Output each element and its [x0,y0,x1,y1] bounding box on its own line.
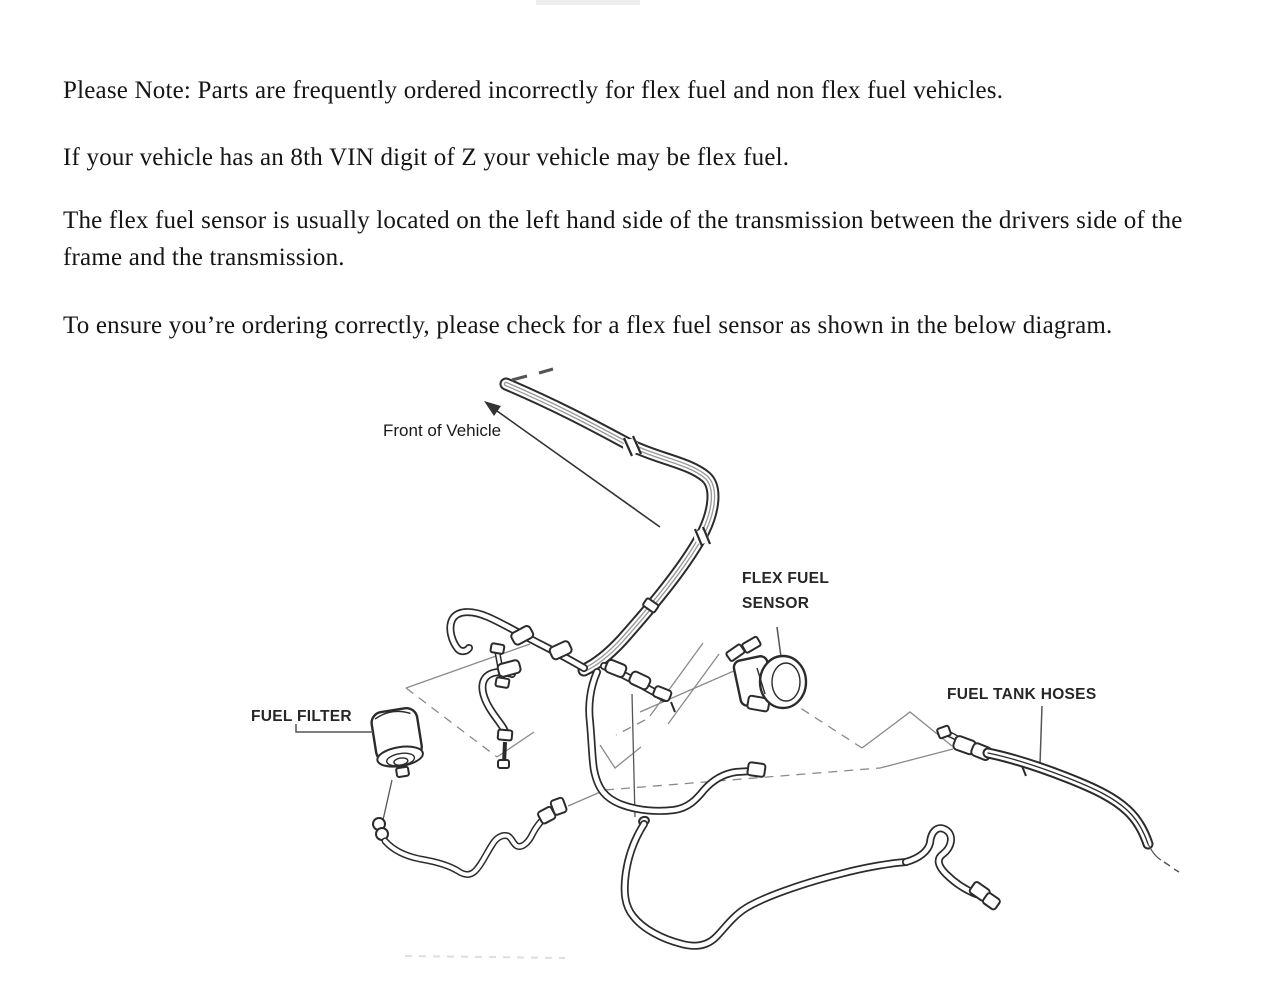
front-of-vehicle-label: Front of Vehicle [383,421,502,440]
flex-fuel-sensor-shape [726,636,806,712]
fuel-rail-bundle [506,369,713,670]
flex-fuel-sensor-label-line2: SENSOR [742,595,810,612]
fuel-tank-hoses-shape [937,725,1179,872]
fuel-filter-label: FUEL FILTER [251,708,352,725]
flex-fuel-sensor-label: FLEX FUEL [742,570,830,587]
rear-fuel-line [625,816,1001,946]
location-paragraph: The flex fuel sensor is usually located on the left hand side of the transmission between the drivers side of the frame and the transmission. [63,207,1183,271]
instruction-paragraph: To ensure you’re ordering correctly, please check for a flex fuel sensor as shown in the below diagram. [63,312,1113,339]
vin-paragraph: If your vehicle has an 8th VIN digit of Z your vehicle may be flex fuel. [63,144,790,171]
reference-lines [405,643,953,958]
fuel-tank-hoses-label: FUEL TANK HOSES [947,686,1097,703]
fuel-filter-shape [370,707,567,875]
junction-hoses [450,612,765,811]
note-paragraph: Please Note: Parts are frequently ordered incorrectly for flex fuel and non flex fuel vehicles. [63,77,1004,104]
